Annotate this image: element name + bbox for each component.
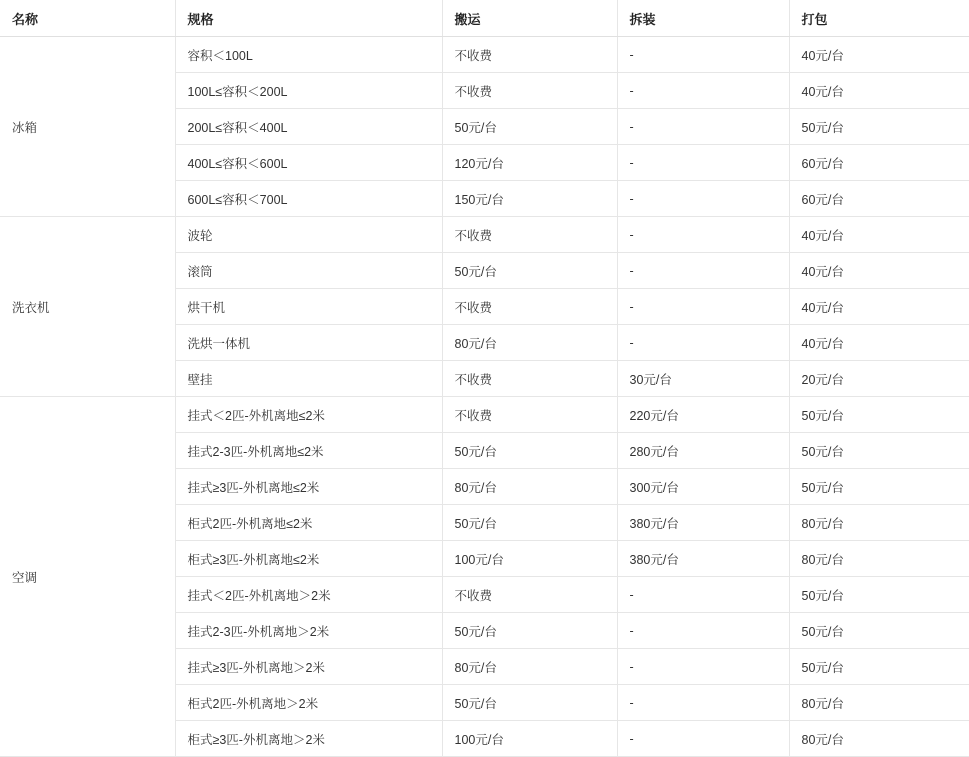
move-price-cell: 不收费 bbox=[442, 37, 617, 73]
move-price-cell: 120元/台 bbox=[442, 145, 617, 181]
pack-price-cell: 80元/台 bbox=[789, 721, 969, 757]
disassemble-price-cell: 300元/台 bbox=[617, 469, 789, 505]
pack-price-cell: 20元/台 bbox=[789, 361, 969, 397]
spec-cell: 挂式＜2匹-外机离地≤2米 bbox=[175, 397, 442, 433]
disassemble-price-cell: 220元/台 bbox=[617, 397, 789, 433]
pack-price-cell: 50元/台 bbox=[789, 613, 969, 649]
move-price-cell: 50元/台 bbox=[442, 613, 617, 649]
move-price-cell: 100元/台 bbox=[442, 541, 617, 577]
disassemble-price-cell: - bbox=[617, 577, 789, 613]
spec-cell: 600L≤容积＜700L bbox=[175, 181, 442, 217]
spec-cell: 柜式≥3匹-外机离地≤2米 bbox=[175, 541, 442, 577]
column-header-name: 名称 bbox=[0, 0, 175, 37]
disassemble-price-cell: - bbox=[617, 685, 789, 721]
pack-price-cell: 40元/台 bbox=[789, 325, 969, 361]
pack-price-cell: 50元/台 bbox=[789, 577, 969, 613]
pack-price-cell: 60元/台 bbox=[789, 145, 969, 181]
move-price-cell: 不收费 bbox=[442, 577, 617, 613]
move-price-cell: 80元/台 bbox=[442, 469, 617, 505]
spec-cell: 挂式≥3匹-外机离地＞2米 bbox=[175, 649, 442, 685]
spec-cell: 波轮 bbox=[175, 217, 442, 253]
move-price-cell: 不收费 bbox=[442, 217, 617, 253]
spec-cell: 挂式≥3匹-外机离地≤2米 bbox=[175, 469, 442, 505]
spec-cell: 柜式2匹-外机离地≤2米 bbox=[175, 505, 442, 541]
disassemble-price-cell: - bbox=[617, 37, 789, 73]
disassemble-price-cell: - bbox=[617, 217, 789, 253]
move-price-cell: 不收费 bbox=[442, 73, 617, 109]
move-price-cell: 80元/台 bbox=[442, 649, 617, 685]
pack-price-cell: 50元/台 bbox=[789, 469, 969, 505]
disassemble-price-cell: - bbox=[617, 325, 789, 361]
disassemble-price-cell: - bbox=[617, 649, 789, 685]
disassemble-price-cell: - bbox=[617, 145, 789, 181]
disassemble-price-cell: - bbox=[617, 613, 789, 649]
move-price-cell: 100元/台 bbox=[442, 721, 617, 757]
disassemble-price-cell: 380元/台 bbox=[617, 541, 789, 577]
disassemble-price-cell: - bbox=[617, 721, 789, 757]
spec-cell: 挂式＜2匹-外机离地＞2米 bbox=[175, 577, 442, 613]
pack-price-cell: 80元/台 bbox=[789, 685, 969, 721]
disassemble-price-cell: - bbox=[617, 109, 789, 145]
spec-cell: 400L≤容积＜600L bbox=[175, 145, 442, 181]
column-header-disassemble: 拆装 bbox=[617, 0, 789, 37]
disassemble-price-cell: - bbox=[617, 253, 789, 289]
disassemble-price-cell: - bbox=[617, 73, 789, 109]
pack-price-cell: 40元/台 bbox=[789, 73, 969, 109]
pack-price-cell: 50元/台 bbox=[789, 109, 969, 145]
spec-cell: 壁挂 bbox=[175, 361, 442, 397]
table-body bbox=[0, 37, 969, 757]
move-price-cell: 50元/台 bbox=[442, 505, 617, 541]
spec-cell: 200L≤容积＜400L bbox=[175, 109, 442, 145]
column-header-move: 搬运 bbox=[442, 0, 617, 37]
pack-price-cell: 50元/台 bbox=[789, 433, 969, 469]
move-price-cell: 50元/台 bbox=[442, 253, 617, 289]
move-price-cell: 50元/台 bbox=[442, 109, 617, 145]
pack-price-cell: 40元/台 bbox=[789, 289, 969, 325]
pack-price-cell: 80元/台 bbox=[789, 541, 969, 577]
category-cell: 空调 bbox=[0, 397, 175, 757]
spec-cell: 容积＜100L bbox=[175, 37, 442, 73]
spec-cell: 挂式2-3匹-外机离地≤2米 bbox=[175, 433, 442, 469]
move-price-cell: 不收费 bbox=[442, 397, 617, 433]
move-price-cell: 不收费 bbox=[442, 361, 617, 397]
pack-price-cell: 80元/台 bbox=[789, 505, 969, 541]
table-header-row bbox=[0, 0, 969, 37]
pack-price-cell: 40元/台 bbox=[789, 217, 969, 253]
disassemble-price-cell: 380元/台 bbox=[617, 505, 789, 541]
spec-cell: 100L≤容积＜200L bbox=[175, 73, 442, 109]
pack-price-cell: 50元/台 bbox=[789, 649, 969, 685]
column-header-spec: 规格 bbox=[175, 0, 442, 37]
disassemble-price-cell: 280元/台 bbox=[617, 433, 789, 469]
spec-cell: 烘干机 bbox=[175, 289, 442, 325]
disassemble-price-cell: - bbox=[617, 181, 789, 217]
move-price-cell: 不收费 bbox=[442, 289, 617, 325]
disassemble-price-cell: 30元/台 bbox=[617, 361, 789, 397]
move-price-cell: 50元/台 bbox=[442, 433, 617, 469]
spec-cell: 滚筒 bbox=[175, 253, 442, 289]
spec-cell: 挂式2-3匹-外机离地＞2米 bbox=[175, 613, 442, 649]
table-header bbox=[0, 0, 969, 37]
move-price-cell: 80元/台 bbox=[442, 325, 617, 361]
spec-cell: 洗烘一体机 bbox=[175, 325, 442, 361]
pack-price-cell: 40元/台 bbox=[789, 37, 969, 73]
spec-cell: 柜式2匹-外机离地＞2米 bbox=[175, 685, 442, 721]
pack-price-cell: 60元/台 bbox=[789, 181, 969, 217]
table-row bbox=[0, 37, 969, 73]
category-cell: 洗衣机 bbox=[0, 217, 175, 397]
pack-price-cell: 50元/台 bbox=[789, 397, 969, 433]
table-row bbox=[0, 397, 969, 433]
column-header-pack: 打包 bbox=[789, 0, 969, 37]
table-row bbox=[0, 217, 969, 253]
move-price-cell: 50元/台 bbox=[442, 685, 617, 721]
pack-price-cell: 40元/台 bbox=[789, 253, 969, 289]
move-price-cell: 150元/台 bbox=[442, 181, 617, 217]
category-cell: 冰箱 bbox=[0, 37, 175, 217]
spec-cell: 柜式≥3匹-外机离地＞2米 bbox=[175, 721, 442, 757]
disassemble-price-cell: - bbox=[617, 289, 789, 325]
